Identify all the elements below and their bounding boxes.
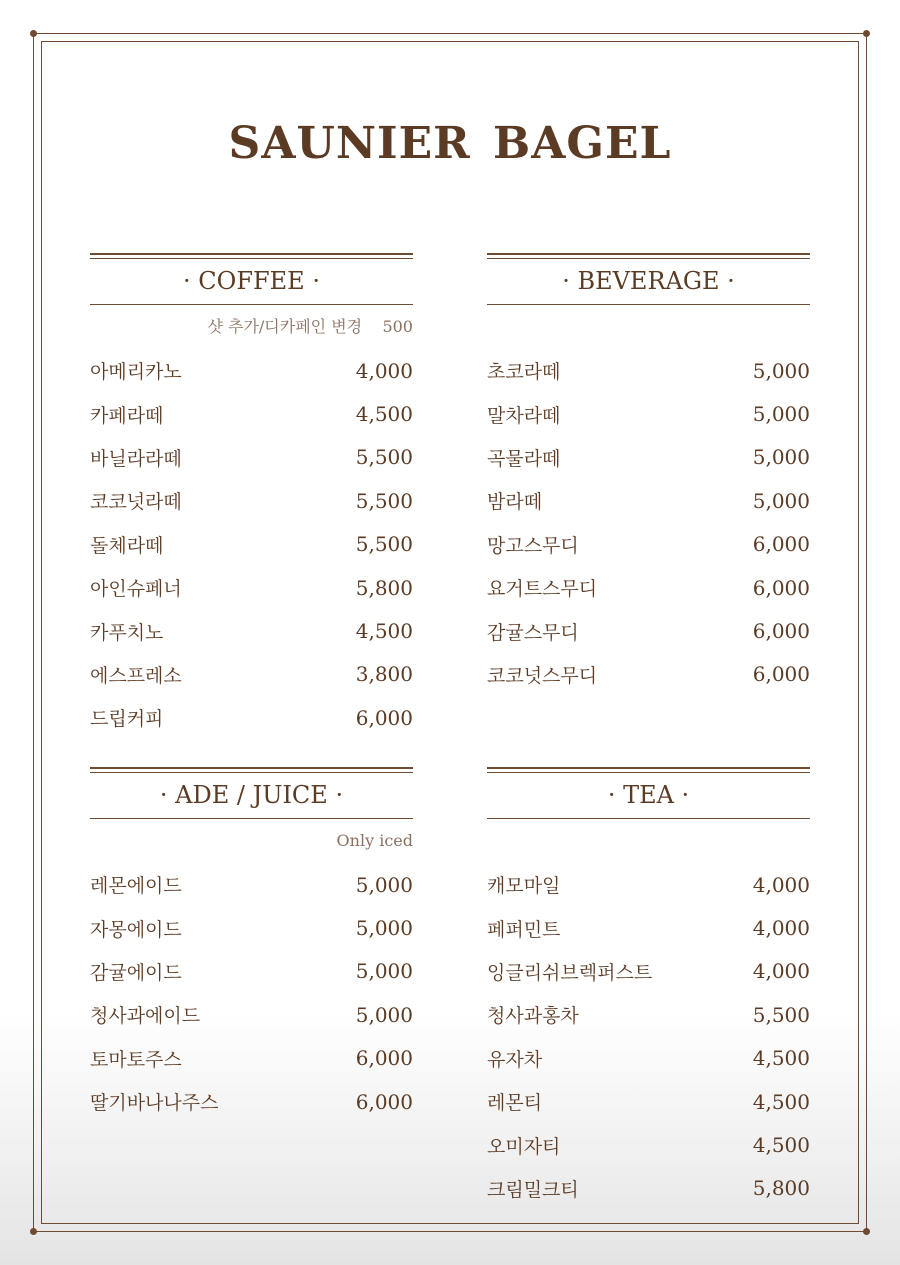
menu-item-price: 5,000 — [355, 872, 413, 897]
menu-item-row — [90, 392, 413, 435]
coffee-heading: · COFFEE · — [183, 267, 320, 295]
menu-item-row — [90, 566, 413, 609]
menu-item-name: 바닐라라떼 — [90, 447, 182, 470]
beverage-heading: · BEVERAGE · — [562, 267, 735, 295]
menu-item-row — [90, 349, 413, 392]
menu-item-name: 카푸치노 — [90, 621, 164, 644]
menu-item-name: 청사과에이드 — [90, 1005, 201, 1028]
menu-title: SAUNIER BAGEL — [228, 118, 672, 169]
menu-item-row — [90, 653, 413, 696]
menu-item-name: 유자차 — [487, 1048, 543, 1071]
menu-item-name: 캐모마일 — [487, 875, 561, 898]
menu-item-price: 6,000 — [355, 705, 413, 730]
beverage-section — [487, 253, 810, 696]
menu-item-name: 돌체라떼 — [90, 534, 164, 557]
menu-item-price: 5,500 — [355, 532, 413, 557]
tea-list — [487, 863, 810, 1210]
menu-item-price: 4,500 — [752, 1046, 810, 1071]
menu-item-name: 드립커피 — [90, 708, 164, 731]
menu-item-name: 아메리카노 — [90, 361, 182, 384]
menu-item-name: 코코넛라떼 — [90, 491, 182, 514]
menu-item-price: 5,000 — [752, 445, 810, 470]
menu-item-row — [487, 392, 810, 435]
beverage-list — [487, 349, 810, 696]
ade-heading: · ADE / JUICE · — [159, 781, 344, 809]
menu-item-price: 4,000 — [355, 358, 413, 383]
menu-item-name: 요거트스무디 — [487, 578, 598, 601]
menu-item-row — [90, 993, 413, 1036]
menu-item-name: 레몬티 — [487, 1092, 543, 1115]
corner-dot-icon — [863, 30, 870, 37]
menu-item-row — [90, 436, 413, 479]
menu-item-price: 3,800 — [355, 662, 413, 687]
menu-item-row — [487, 349, 810, 392]
coffee-note: 샷 추가/디카페인 변경 500 — [207, 317, 413, 336]
menu-item-name: 딸기바나나주스 — [90, 1092, 219, 1115]
menu-item-name: 밤라떼 — [487, 491, 543, 514]
menu-item-price: 6,000 — [752, 662, 810, 687]
menu-item-name: 감귤에이드 — [90, 961, 182, 984]
menu-item-price: 4,000 — [752, 872, 810, 897]
menu-item-price: 6,000 — [355, 1046, 413, 1071]
menu-item-row — [90, 696, 413, 739]
ade-list — [90, 863, 413, 1123]
corner-dot-icon — [863, 1228, 870, 1235]
menu-item-row — [90, 1080, 413, 1123]
menu-item-name: 청사과홍차 — [487, 1005, 579, 1028]
menu-item-price: 4,500 — [752, 1089, 810, 1114]
tea-spacer — [487, 819, 810, 863]
menu-item-name: 망고스무디 — [487, 534, 579, 557]
ade-note: Only iced — [336, 831, 413, 850]
menu-item-name: 말차라떼 — [487, 404, 561, 427]
menu-item-row — [487, 436, 810, 479]
menu-item-price: 6,000 — [752, 619, 810, 644]
menu-item-name: 감귤스무디 — [487, 621, 579, 644]
menu-item-name: 잉글리쉬브렉퍼스트 — [487, 961, 653, 984]
menu-item-price: 5,500 — [355, 488, 413, 513]
menu-item-row — [90, 479, 413, 522]
menu-item-name: 카페라떼 — [90, 404, 164, 427]
corner-dot-icon — [30, 30, 37, 37]
menu-item-price: 5,000 — [355, 1002, 413, 1027]
menu-item-row — [90, 609, 413, 652]
menu-item-row — [487, 906, 810, 949]
coffee-list — [90, 349, 413, 740]
menu-item-price: 5,500 — [752, 1002, 810, 1027]
menu-item-price: 5,000 — [355, 959, 413, 984]
tea-heading: · TEA · — [607, 781, 690, 809]
menu-item-name: 토마토주스 — [90, 1048, 182, 1071]
menu-item-price: 4,500 — [752, 1133, 810, 1158]
menu-item-price: 5,000 — [752, 402, 810, 427]
menu-item-name: 초코라떼 — [487, 361, 561, 384]
menu-item-name: 페퍼민트 — [487, 918, 561, 941]
menu-item-row — [487, 609, 810, 652]
menu-item-price: 6,000 — [752, 532, 810, 557]
ade-section — [90, 767, 413, 1123]
menu-item-row — [487, 1080, 810, 1123]
coffee-section — [90, 253, 413, 740]
menu-item-row — [487, 523, 810, 566]
menu-item-name: 곡물라떼 — [487, 447, 561, 470]
menu-item-name: 레몬에이드 — [90, 875, 182, 898]
corner-dot-icon — [30, 1228, 37, 1235]
menu-item-name: 코코넛스무디 — [487, 664, 598, 687]
menu-item-row — [487, 1037, 810, 1080]
menu-item-price: 5,000 — [752, 358, 810, 383]
menu-item-price: 4,000 — [752, 959, 810, 984]
menu-item-price: 4,000 — [752, 916, 810, 941]
menu-item-price: 5,800 — [355, 575, 413, 600]
menu-item-row — [90, 863, 413, 906]
beverage-spacer — [487, 305, 810, 349]
menu-item-name: 크림밀크티 — [487, 1178, 579, 1201]
menu-item-row — [487, 950, 810, 993]
menu-item-row — [487, 653, 810, 696]
menu-item-row — [90, 950, 413, 993]
menu-item-row — [487, 1167, 810, 1210]
menu-item-name: 오미자티 — [487, 1135, 561, 1158]
menu-item-row — [487, 479, 810, 522]
menu-item-price: 6,000 — [355, 1089, 413, 1114]
menu-item-price: 6,000 — [752, 575, 810, 600]
menu-item-name: 자몽에이드 — [90, 918, 182, 941]
menu-item-price: 5,500 — [355, 445, 413, 470]
menu-item-row — [487, 566, 810, 609]
menu-item-name: 아인슈페너 — [90, 578, 182, 601]
tea-section — [487, 767, 810, 1210]
menu-item-row — [487, 863, 810, 906]
menu-item-row — [487, 1123, 810, 1166]
menu-item-price: 5,000 — [355, 916, 413, 941]
menu-item-price: 5,000 — [752, 488, 810, 513]
menu-item-price: 4,500 — [355, 402, 413, 427]
menu-item-price: 4,500 — [355, 619, 413, 644]
menu-item-name: 에스프레소 — [90, 664, 182, 687]
menu-item-row — [487, 993, 810, 1036]
menu-item-row — [90, 1037, 413, 1080]
menu-item-row — [90, 906, 413, 949]
menu-item-row — [90, 523, 413, 566]
menu-item-price: 5,800 — [752, 1176, 810, 1201]
